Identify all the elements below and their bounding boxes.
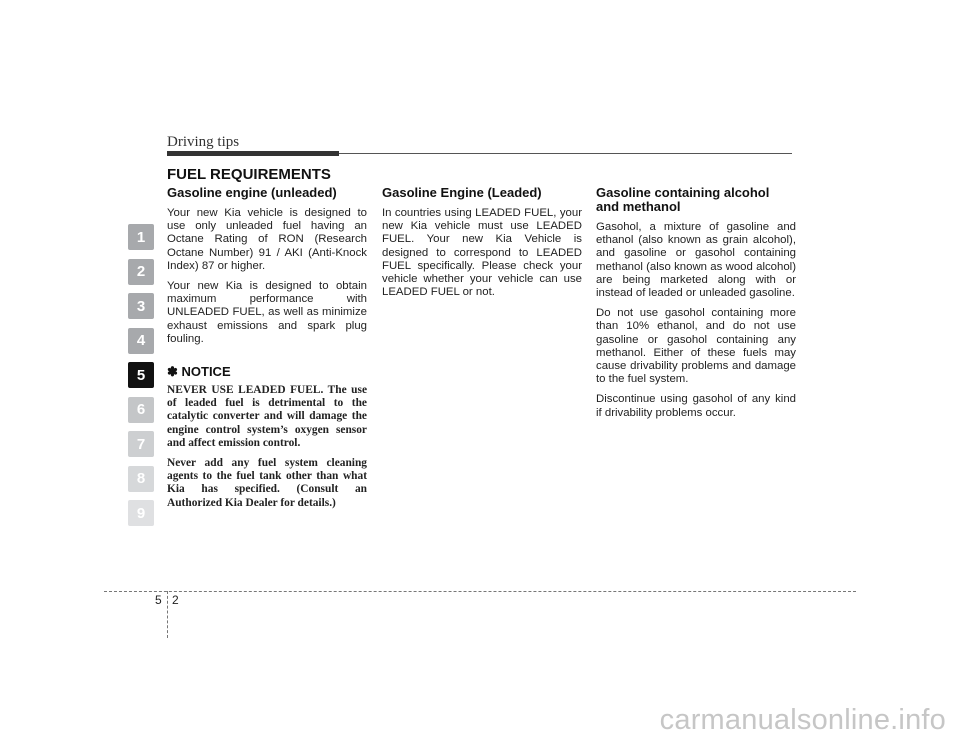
header-rule-thick	[167, 151, 339, 156]
footer-divider	[167, 591, 168, 638]
paragraph: Discontinue using gasohol of any kind if drivability problems occur.	[596, 393, 796, 419]
chapter-tab-2[interactable]	[128, 259, 154, 285]
paragraph: In countries using LEADED FUEL, your new Kia vehicle must use LEADED FUEL. Your new Kia Vehicle is designed to correspond to LEADED FUEL specifically. Please check your vehicle whether your vehicle can use LEADED FUEL or not.	[382, 207, 582, 299]
column-leaded	[382, 186, 582, 306]
notice-paragraph: NEVER USE LEADED FUEL. The use of leaded fuel is detrimental to the catalytic converter and will damage the engine control system’s oxygen sensor and affect emission control.	[167, 384, 367, 449]
chapter-tab-label: 4	[136, 332, 146, 349]
heading-unleaded: Gasoline engine (unleaded)	[167, 185, 337, 200]
chapter-tabs	[128, 224, 154, 535]
chapter-tab-label: 7	[136, 435, 146, 453]
section-title: FUEL REQUIREMENTS	[167, 166, 331, 183]
watermark: carmanualsonline.info	[659, 704, 946, 736]
chapter-tab-label: 1	[136, 228, 146, 246]
header-rule-thin	[339, 153, 792, 154]
notice-title: ✽ NOTICE	[167, 364, 231, 380]
chapter-tab-3[interactable]	[128, 293, 154, 319]
chapter-tab-8[interactable]	[128, 466, 154, 492]
chapter-tab-label: 8	[136, 470, 146, 487]
paragraph: Your new Kia vehicle is designed to use only unleaded fuel having an Octane Rating of RON (Research Octane Number) 91 / AKI (Anti-Knock Index) 87 or higher.	[167, 207, 367, 272]
page-number: 2	[172, 593, 179, 607]
chapter-tab-label: 6	[136, 401, 146, 418]
chapter-tab-1[interactable]	[128, 224, 154, 250]
chapter-tab-label: 2	[136, 263, 146, 280]
paragraph: Do not use gasohol containing more than 10% ethanol, and do not use gasoline or gasohol containing any methanol. Either of these fuels may cause drivability problems and damage to the fuel system.	[596, 307, 796, 386]
column-unleaded	[167, 186, 367, 517]
chapter-tab-label: 9	[136, 504, 146, 522]
heading-leaded: Gasoline Engine (Leaded)	[382, 185, 542, 200]
column-alcohol-methanol	[596, 186, 796, 427]
chapter-tab-label: 3	[136, 297, 146, 315]
chapter-tab-5-active[interactable]	[128, 362, 154, 388]
heading-alcohol-methanol: Gasoline containing alcohol and methanol	[596, 185, 770, 214]
page-chapter-number: 5	[155, 593, 162, 607]
running-header: Driving tips	[167, 134, 240, 150]
paragraph: Gasohol, a mixture of gasoline and ethanol (also known as grain alcohol), and gasoline or gasohol containing methanol (also known as wood alcohol) are being marketed along with or instead of leaded or unleaded gasoline.	[596, 221, 796, 300]
notice-paragraph: Never add any fuel system cleaning agents to the fuel tank other than what Kia has specified. (Consult an Authorized Kia Dealer for details.)	[167, 457, 367, 509]
chapter-tab-9[interactable]	[128, 500, 154, 526]
chapter-tab-label: 5	[136, 366, 146, 384]
chapter-tab-6[interactable]	[128, 397, 154, 423]
paragraph: Your new Kia is designed to obtain maximum performance with UNLEADED FUEL, as well as minimize exhaust emissions and spark plug fouling.	[167, 280, 367, 345]
chapter-tab-7[interactable]	[128, 431, 154, 457]
footer-rule	[104, 591, 856, 592]
chapter-tab-4[interactable]	[128, 328, 154, 354]
